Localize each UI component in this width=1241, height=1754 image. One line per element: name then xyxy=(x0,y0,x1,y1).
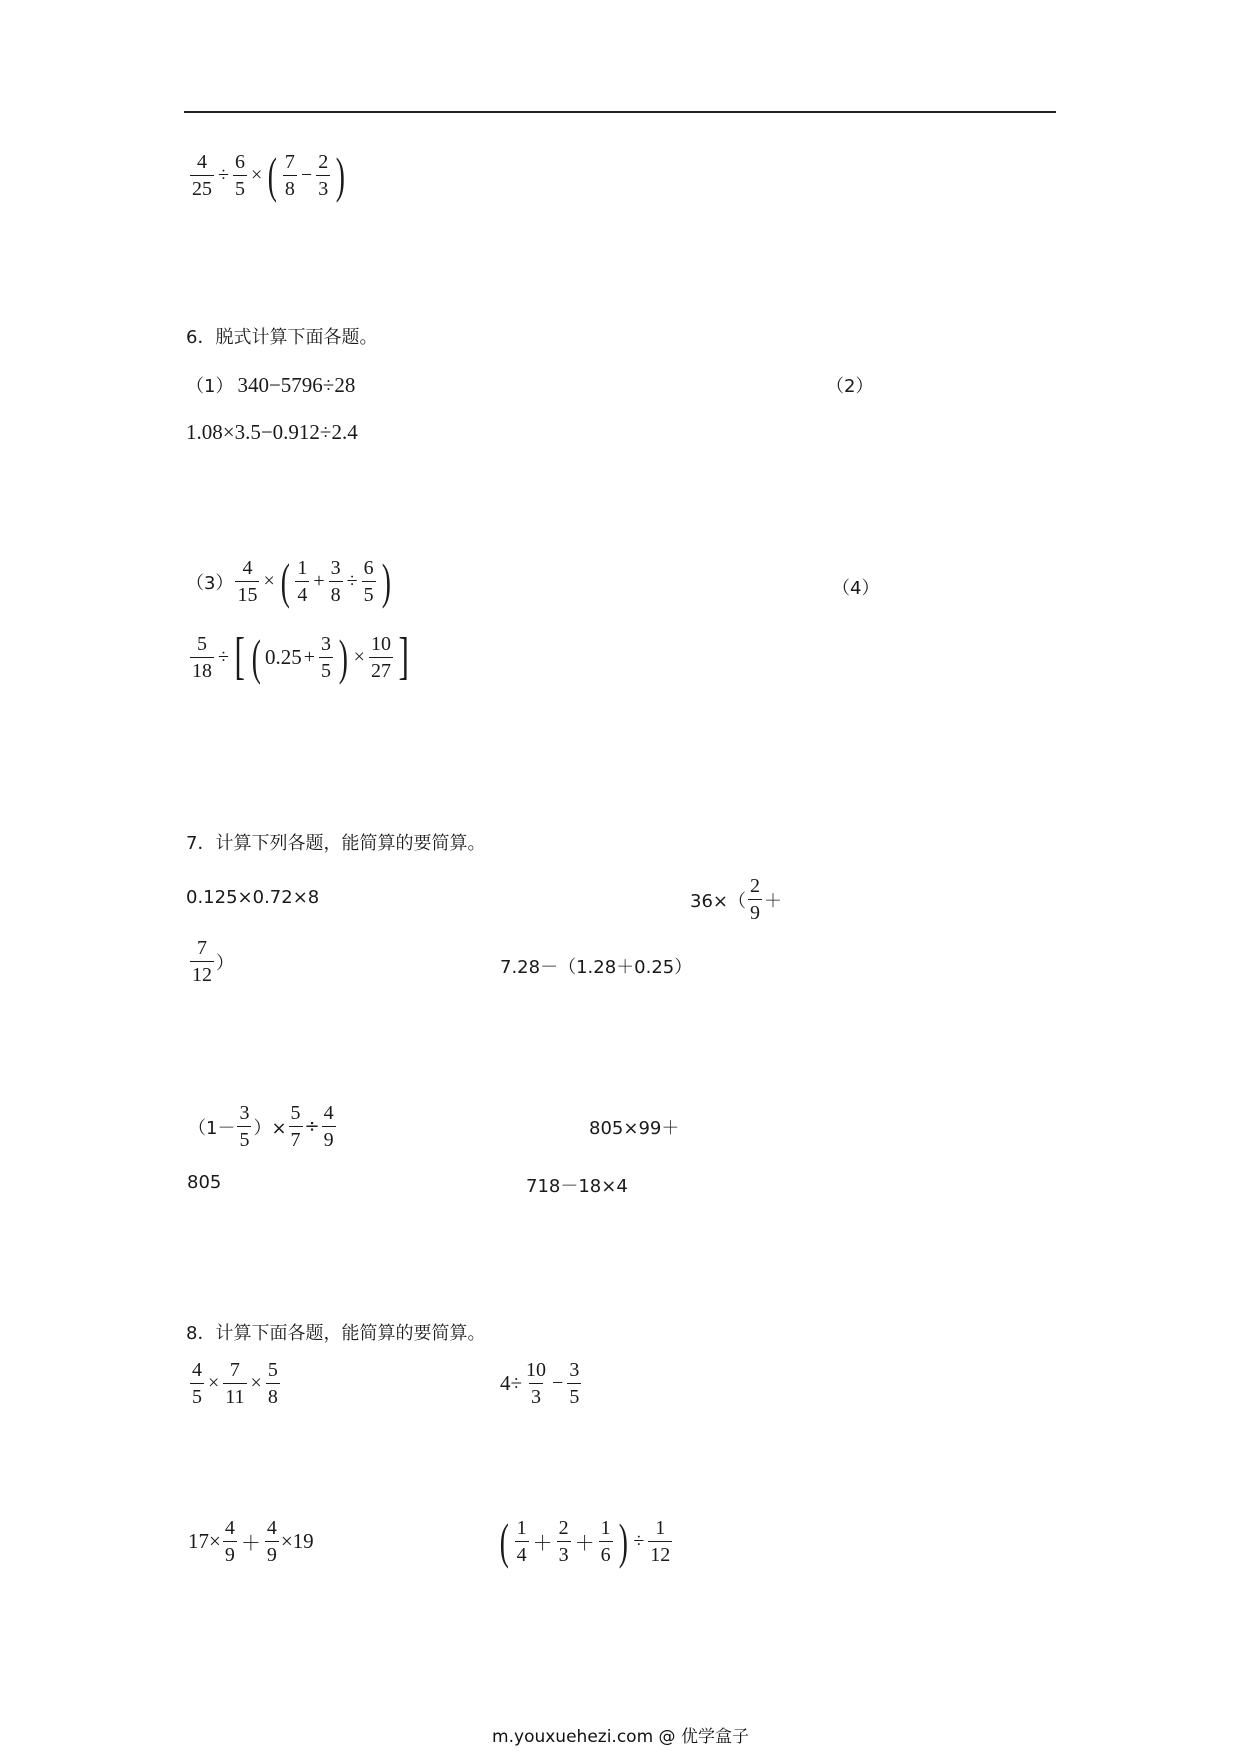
fraction xyxy=(266,1360,280,1407)
operator: ÷ xyxy=(346,570,358,592)
denominator: 8 xyxy=(283,175,297,199)
denominator: 15 xyxy=(235,581,259,605)
fraction xyxy=(190,152,214,199)
operator: × xyxy=(263,570,275,592)
numerator: 7 xyxy=(284,151,295,173)
operator: + xyxy=(303,646,315,668)
denominator: 9 xyxy=(322,1126,336,1150)
header-rule xyxy=(184,111,1056,113)
expression-text: 36×（ xyxy=(690,890,746,912)
numerator: 7 xyxy=(197,937,207,959)
denominator: 5 xyxy=(567,1383,581,1407)
q6-part-2-label: （2） xyxy=(826,376,874,397)
bracket: ) xyxy=(381,553,391,609)
bracket: ) xyxy=(338,629,348,685)
q6-part-2-expression: 1.08×3.5−0.912÷2.4 xyxy=(186,420,358,444)
part-label: （3） xyxy=(186,572,234,594)
fraction xyxy=(190,1360,204,1407)
fraction xyxy=(190,938,214,985)
numerator: 1 xyxy=(655,1517,666,1539)
q7-expression-2-end xyxy=(188,938,234,985)
operator: × xyxy=(353,646,365,668)
numerator: 10 xyxy=(370,633,391,655)
bracket: ) xyxy=(335,147,346,203)
denominator: 9 xyxy=(265,1541,279,1565)
q6-part-3 xyxy=(186,553,394,609)
denominator: 5 xyxy=(237,1126,251,1150)
numerator: 4 xyxy=(266,1517,277,1539)
fraction xyxy=(237,1103,251,1150)
bracket: ( xyxy=(252,629,262,685)
numerator: 7 xyxy=(229,1359,240,1381)
fraction xyxy=(283,152,297,199)
numerator: 6 xyxy=(234,151,245,173)
operator: ＋ xyxy=(532,1533,553,1555)
top-expression xyxy=(188,147,349,203)
q6-part-4-expression xyxy=(188,628,412,686)
q7-expression-2-start xyxy=(690,876,782,923)
fraction xyxy=(223,1518,237,1565)
expression-text: 4÷ xyxy=(500,1371,523,1395)
question-7-title: 7．计算下列各题，能简算的要简算。 xyxy=(186,833,486,854)
denominator: 12 xyxy=(190,961,214,985)
numerator: 3 xyxy=(239,1102,250,1124)
operator: ÷ xyxy=(218,164,229,186)
denominator: 5 xyxy=(190,1383,204,1407)
numerator: 4 xyxy=(197,151,207,173)
numerator: 6 xyxy=(363,557,374,579)
denominator: 11 xyxy=(223,1383,246,1407)
q7-expression-3: 7.28－（1.28＋0.25） xyxy=(500,957,693,978)
bracket: ( xyxy=(268,147,278,203)
part-expression: 340−5796÷28 xyxy=(237,373,356,397)
bracket: ) xyxy=(618,1513,628,1569)
denominator: 4 xyxy=(515,1541,529,1565)
numerator: 5 xyxy=(267,1359,278,1381)
fraction xyxy=(567,1360,581,1407)
numerator: 4 xyxy=(224,1517,235,1539)
fraction xyxy=(295,558,309,605)
numerator: 3 xyxy=(321,633,331,655)
denominator: 25 xyxy=(190,175,214,199)
bracket: ( xyxy=(280,553,290,609)
fraction xyxy=(190,634,214,681)
denominator: 3 xyxy=(529,1383,543,1407)
q7-expression-4 xyxy=(188,1103,338,1150)
operator: × xyxy=(208,1372,220,1394)
bracket: ( xyxy=(499,1513,509,1569)
q8-expression-1 xyxy=(188,1360,282,1407)
denominator: 18 xyxy=(190,657,214,681)
fraction xyxy=(515,1518,529,1565)
denominator: 12 xyxy=(648,1541,672,1565)
numerator: 5 xyxy=(197,633,207,655)
fraction xyxy=(316,152,330,199)
denominator: 8 xyxy=(266,1383,280,1407)
operator: ＋ xyxy=(574,1533,595,1555)
q6-part-1 xyxy=(186,372,355,398)
fraction xyxy=(557,1518,571,1565)
fraction xyxy=(748,876,762,923)
numerator: 1 xyxy=(516,1517,527,1539)
operator: ÷ xyxy=(633,1530,645,1552)
q8-expression-2 xyxy=(500,1360,583,1407)
numerator: 1 xyxy=(600,1517,611,1539)
expression-text: ÷ xyxy=(304,1116,320,1137)
numerator: 4 xyxy=(323,1102,334,1124)
denominator: 9 xyxy=(223,1541,237,1565)
fraction xyxy=(265,1518,279,1565)
numerator: 3 xyxy=(330,557,341,579)
numerator: 4 xyxy=(192,1359,202,1381)
numerator: 10 xyxy=(526,1359,547,1381)
denominator: 8 xyxy=(329,581,343,605)
q8-expression-3 xyxy=(188,1518,314,1565)
q7-expression-5-start: 805×99＋ xyxy=(589,1118,680,1139)
denominator: 3 xyxy=(316,175,330,199)
denominator: 4 xyxy=(295,581,309,605)
operator: − xyxy=(552,1372,564,1394)
denominator: 5 xyxy=(362,581,376,605)
operator: − xyxy=(300,164,313,186)
fraction xyxy=(329,558,343,605)
fraction xyxy=(524,1360,548,1407)
fraction xyxy=(369,634,393,681)
fraction xyxy=(648,1518,672,1565)
denominator: 3 xyxy=(557,1541,571,1565)
numerator: 2 xyxy=(558,1517,569,1539)
operator: × xyxy=(250,1372,262,1394)
expression-text: ）× xyxy=(253,1117,287,1139)
bracket: ] xyxy=(398,628,409,686)
numerator: 2 xyxy=(318,151,329,173)
q7-expression-1: 0.125×0.72×8 xyxy=(186,887,320,908)
denominator: 9 xyxy=(748,899,762,923)
question-8-title: 8．计算下面各题，能简算的要简算。 xyxy=(186,1323,486,1344)
fraction xyxy=(223,1360,246,1407)
q7-expression-5-end: 805 xyxy=(187,1172,222,1193)
operator: ＋ xyxy=(240,1533,261,1555)
expression-text: 0.25 xyxy=(264,645,302,669)
fraction xyxy=(235,558,259,605)
fraction xyxy=(289,1103,303,1150)
numerator: 5 xyxy=(290,1102,301,1124)
q6-part-4-label: （4） xyxy=(832,578,880,599)
footer-watermark: m.youxuehezi.com @ 优学盒子 xyxy=(492,1727,749,1747)
fraction xyxy=(233,152,247,199)
fraction xyxy=(322,1103,336,1150)
fraction xyxy=(599,1518,613,1565)
denominator: 6 xyxy=(599,1541,613,1565)
expression-text: ） xyxy=(216,952,234,974)
numerator: 3 xyxy=(569,1359,580,1381)
q8-expression-4 xyxy=(496,1513,674,1569)
denominator: 7 xyxy=(289,1126,303,1150)
expression-text: （1－ xyxy=(188,1117,236,1139)
operator: + xyxy=(313,570,325,592)
denominator: 27 xyxy=(369,657,393,681)
expression-text: ×19 xyxy=(280,1529,314,1553)
q7-expression-6: 718－18×4 xyxy=(526,1176,628,1197)
bracket: [ xyxy=(234,628,245,686)
denominator: 5 xyxy=(319,657,333,681)
denominator: 5 xyxy=(233,175,247,199)
numerator: 1 xyxy=(297,557,308,579)
question-6-title: 6．脱式计算下面各题。 xyxy=(186,327,378,348)
operator: ÷ xyxy=(218,646,229,668)
part-label: （1） xyxy=(186,376,234,397)
fraction xyxy=(362,558,376,605)
operator: × xyxy=(250,164,263,186)
numerator: 2 xyxy=(750,875,760,897)
expression-text: ＋ xyxy=(764,890,782,912)
numerator: 4 xyxy=(242,557,253,579)
fraction xyxy=(319,634,333,681)
expression-text: 17× xyxy=(188,1529,221,1553)
